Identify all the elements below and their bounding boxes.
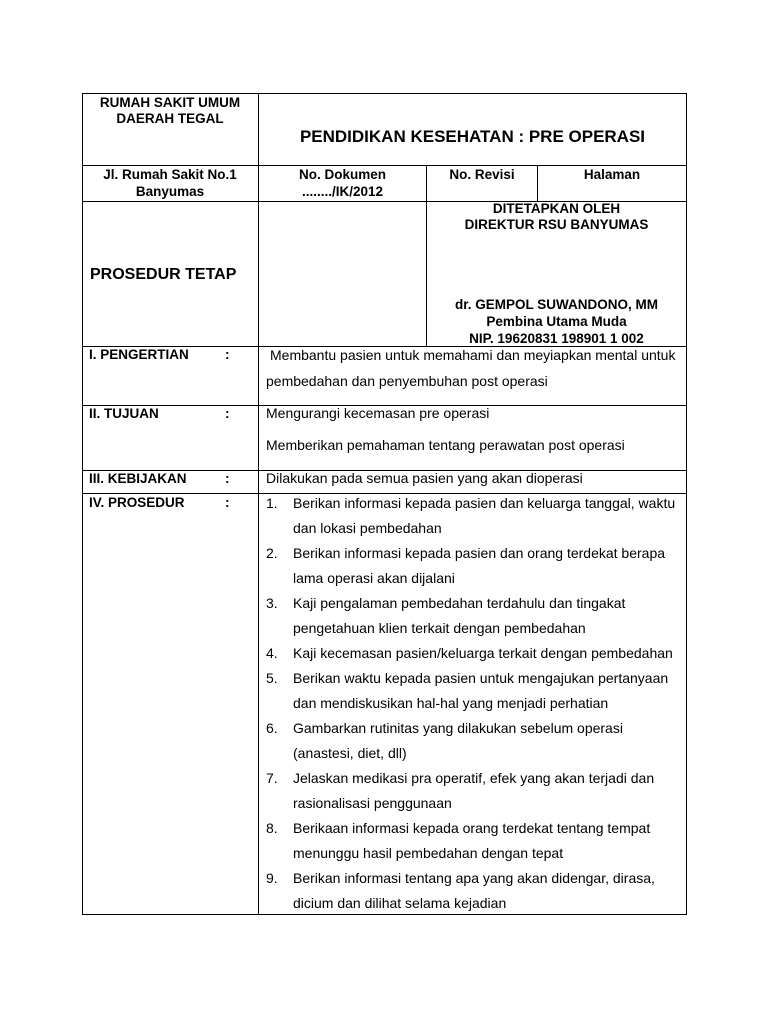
procedure-item-number: 1.: [266, 495, 278, 511]
procedure-item: [266, 591, 681, 641]
procedure-item-number: 5.: [266, 670, 278, 686]
procedure-item-number: 3.: [266, 595, 278, 611]
table-col-divider: [258, 93, 259, 915]
signatory-nip: NIP. 19620831 198901 1 002: [469, 331, 644, 346]
procedure-item-text: Berikan informasi tentang apa yang akan didengar, dirasa, dicium dan dilihat selama kejadian: [293, 870, 655, 911]
doc-number-value: ......../IK/2012: [301, 184, 384, 199]
procedure-item: [266, 491, 681, 541]
tujuan-text-line2: Memberikan pemahaman tentang perawatan post operasi: [266, 437, 625, 453]
procedure-item-text: Jelaskan medikasi pra operatif, efek yang akan terjadi dan rasionalisasi penggunaan: [293, 770, 655, 811]
tujuan-text-line1: Mengurangi kecemasan pre operasi: [266, 405, 490, 421]
procedure-item-text: Berikaan informasi kepada orang terdekat tentang tempat menunggu hasil pembedahan dengan tepat: [293, 820, 651, 861]
section-colon: :: [225, 406, 230, 421]
procedure-item-number: 6.: [266, 720, 278, 736]
procedure-item-number: 4.: [266, 645, 278, 661]
table-border-right: [686, 93, 687, 915]
section-colon: :: [225, 471, 230, 486]
procedure-item: [266, 666, 681, 716]
procedure-item-text: Berikan informasi kepada pasien dan keluarga tanggal, waktu dan lokasi pembedahan: [293, 495, 676, 536]
section-colon: :: [225, 347, 230, 362]
procedure-type: PROSEDUR TETAP: [90, 266, 237, 283]
procedure-item: [266, 641, 681, 666]
table-border-left: [82, 93, 83, 915]
procedure-item-text: Berikan waktu kepada pasien untuk mengajukan pertanyaan dan mendiskusikan hal-hal yang menjadi perhatian: [293, 670, 669, 711]
procedure-item-text: Kaji pengalaman pembedahan terdahulu dan tingakat pengetahuan klien terkait dengan pembedahan: [293, 595, 626, 636]
approved-by-line1: DITETAPKAN OLEH: [492, 201, 621, 216]
procedure-list: [266, 491, 681, 916]
hospital-name-line1: RUMAH SAKIT UMUM: [99, 95, 241, 110]
hospital-name-line2: DAERAH TEGAL: [116, 111, 224, 126]
procedure-item: [266, 766, 681, 816]
procedure-item-number: 8.: [266, 820, 278, 836]
pengertian-text-line2: pembedahan dan penyembuhan post operasi: [266, 373, 548, 389]
section-label-kebijakan: III. KEBIJAKAN: [89, 471, 187, 486]
page-label: Halaman: [583, 167, 641, 182]
procedure-item: [266, 866, 681, 916]
procedure-item-number: 9.: [266, 870, 278, 886]
kebijakan-text: Dilakukan pada semua pasien yang akan dioperasi: [266, 470, 583, 486]
procedure-item-number: 2.: [266, 545, 278, 561]
procedure-item-text: Berikan informasi kepada pasien dan orang terdekat berapa lama operasi akan dijalani: [293, 545, 666, 586]
section-label-prosedur: IV. PROSEDUR: [89, 495, 185, 510]
section-colon: :: [225, 495, 230, 510]
procedure-item-text: Gambarkan rutinitas yang dilakukan sebelum operasi (anastesi, diet, dll): [293, 720, 623, 761]
table-border-top: [82, 93, 687, 94]
document-title: PENDIDIKAN KESEHATAN : PRE OPERASI: [299, 127, 646, 146]
procedure-item-number: 7.: [266, 770, 278, 786]
sop-document: [82, 93, 687, 915]
revision-label: No. Revisi: [449, 167, 515, 182]
pengertian-text-line1: Membantu pasien untuk memahami dan meyiapkan mental untuk: [270, 347, 676, 363]
procedure-item: [266, 816, 681, 866]
section-label-tujuan: II. TUJUAN: [89, 406, 159, 421]
approved-by-line2: DIREKTUR RSU BANYUMAS: [464, 217, 649, 232]
doc-number-label: No. Dokumen: [298, 167, 386, 182]
procedure-item: [266, 541, 681, 591]
hospital-address-line2: Banyumas: [135, 184, 205, 199]
section-label-pengertian: I. PENGERTIAN: [89, 347, 189, 362]
hospital-address-line1: Jl. Rumah Sakit No.1: [103, 167, 237, 182]
signatory-name: dr. GEMPOL SUWANDONO, MM: [454, 297, 658, 312]
signatory-rank: Pembina Utama Muda: [486, 314, 627, 329]
table-row-divider: [82, 165, 687, 166]
procedure-item: [266, 716, 681, 766]
procedure-item-text: Kaji kecemasan pasien/keluarga terkait dengan pembedahan: [293, 645, 673, 661]
